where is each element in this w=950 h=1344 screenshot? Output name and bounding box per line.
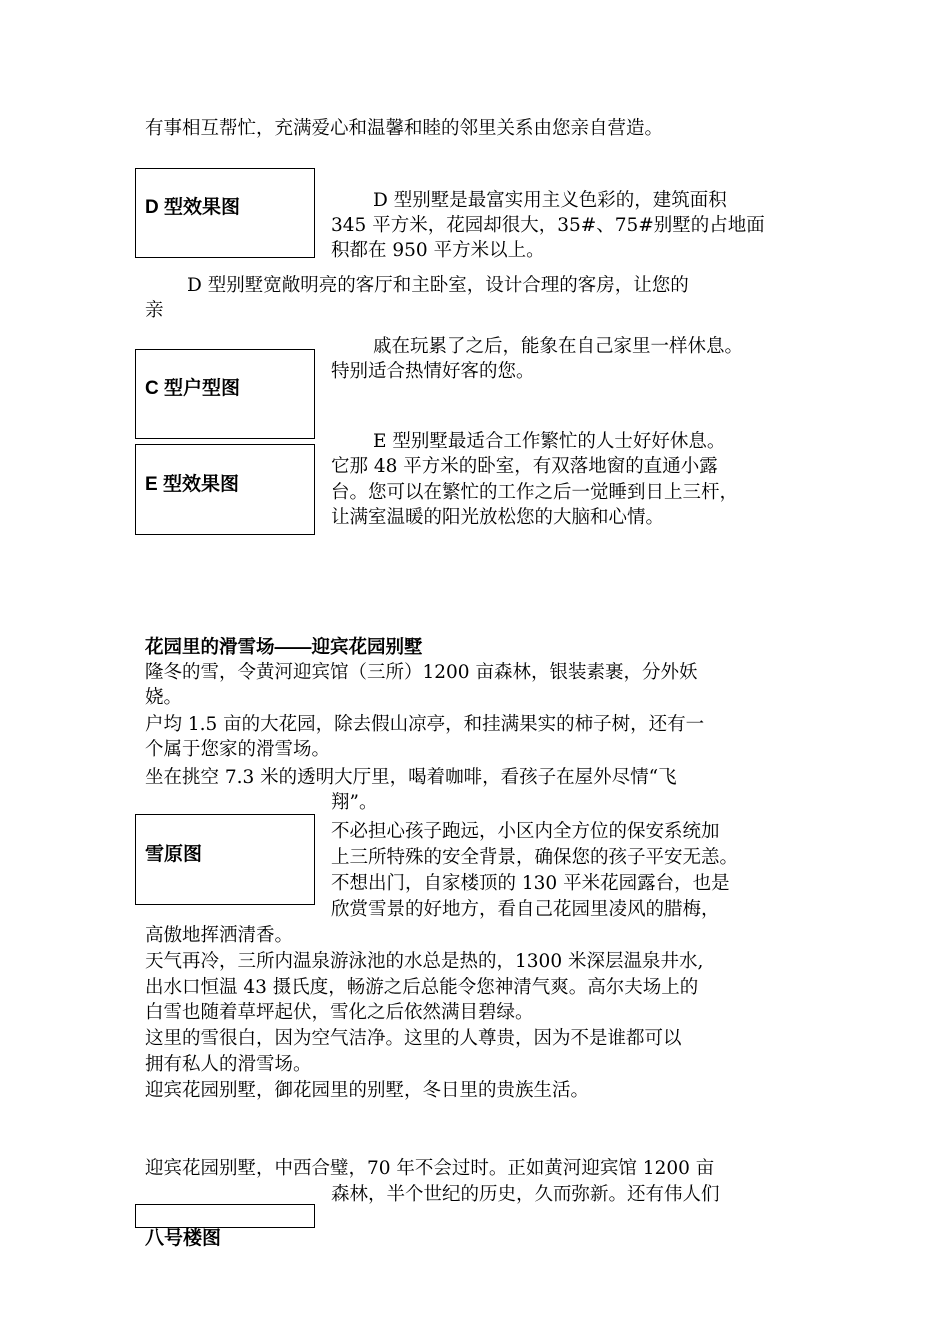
para-2-line-1: 户均 1.5 亩的大花园，除去假山凉亭，和挂满果实的柿子树，还有一 xyxy=(145,714,705,735)
relatives-line-1: 戚在玩累了之后，能象在自己家里一样休息。 xyxy=(373,336,744,357)
building8-image-placeholder xyxy=(135,1204,315,1228)
d-living-line-1: D 型别墅宽敞明亮的客厅和主卧室，设计合理的客房，让您的 xyxy=(187,275,689,296)
para-7-line-1: 这里的雪很白，因为空气洁净。这里的人尊贵，因为不是谁都可以 xyxy=(145,1028,682,1049)
para-3-line-2: 翔”。 xyxy=(331,792,378,813)
para-4-line-2: 上三所特殊的安全背景，确保您的孩子平安无恙。 xyxy=(331,847,739,868)
intro-line: 有事相互帮忙，充满爱心和温馨和睦的邻里关系由您亲自营造。 xyxy=(145,118,664,139)
para-6-line-3: 白雪也随着草坪起伏，雪化之后依然满目碧绿。 xyxy=(145,1002,534,1023)
para-3-line-1: 坐在挑空 7.3 米的透明大厅里，喝着咖啡，看孩子在屋外尽情“飞 xyxy=(145,767,677,788)
para-4-line-1: 不必担心孩子跑远，小区内全方位的保安系统加 xyxy=(331,821,720,842)
d-type-line-2: 345 平方米，花园却很大，35#、75#别墅的占地面 xyxy=(331,215,765,236)
e-type-line-2: 它那 48 平方米的卧室，有双落地窗的直通小露 xyxy=(331,456,718,477)
para-5-line-2: 欣赏雪景的好地方，看自己花园里凌风的腊梅， xyxy=(331,899,720,920)
para-5-line-3: 高傲地挥洒清香。 xyxy=(145,925,294,946)
para-1-line-2: 娆。 xyxy=(145,687,183,708)
e-type-line-3: 台。您可以在繁忙的工作之后一觉睡到日上三杆， xyxy=(331,482,739,503)
para-1-line-1: 隆冬的雪，令黄河迎宾馆（三所）1200 亩森林，银装素裹，分外妖 xyxy=(145,662,698,683)
snow-label: 雪原图 xyxy=(145,844,203,865)
c-plan-image-placeholder xyxy=(135,349,315,439)
para-5-line-1: 不想出门，自家楼顶的 130 平米花园露台，也是 xyxy=(331,873,730,894)
para-8-line-1: 迎宾花园别墅，御花园里的别墅，冬日里的贵族生活。 xyxy=(145,1080,590,1101)
d-type-line-1: D 型别墅是最富实用主义色彩的，建筑面积 xyxy=(373,190,727,211)
building8-label: 八号楼图 xyxy=(145,1228,222,1249)
para-7-line-2: 拥有私人的滑雪场。 xyxy=(145,1054,312,1075)
para-6-line-1: 天气再冷，三所内温泉游泳池的水总是热的，1300 米深层温泉井水, xyxy=(145,951,704,972)
e-effect-label: E 型效果图 xyxy=(145,474,239,495)
snow-image-placeholder xyxy=(135,814,315,905)
e-effect-image-placeholder xyxy=(135,444,315,535)
d-living-line-2: 亲 xyxy=(145,300,164,321)
c-plan-label: C 型户型图 xyxy=(145,378,241,399)
para-2-line-2: 个属于您家的滑雪场。 xyxy=(145,739,331,760)
d-effect-label: D 型效果图 xyxy=(145,197,241,218)
e-type-line-4: 让满室温暖的阳光放松您的大脑和心情。 xyxy=(331,507,665,528)
section-heading: 花园里的滑雪场——迎宾花园别墅 xyxy=(145,636,423,657)
e-type-line-1: E 型别墅最适合工作繁忙的人士好好休息。 xyxy=(373,431,726,452)
d-type-line-3: 积都在 950 平方米以上。 xyxy=(331,240,545,261)
para-9-line-1: 迎宾花园别墅，中西合璧，70 年不会过时。正如黄河迎宾馆 1200 亩 xyxy=(145,1158,715,1179)
para-6-line-2: 出水口恒温 43 摄氏度，畅游之后总能令您神清气爽。高尔夫场上的 xyxy=(145,977,699,998)
relatives-line-2: 特别适合热情好客的您。 xyxy=(331,361,535,382)
para-9-line-2: 森林，半个世纪的历史，久而弥新。还有伟人们 xyxy=(331,1184,720,1205)
d-effect-image-placeholder xyxy=(135,168,315,258)
